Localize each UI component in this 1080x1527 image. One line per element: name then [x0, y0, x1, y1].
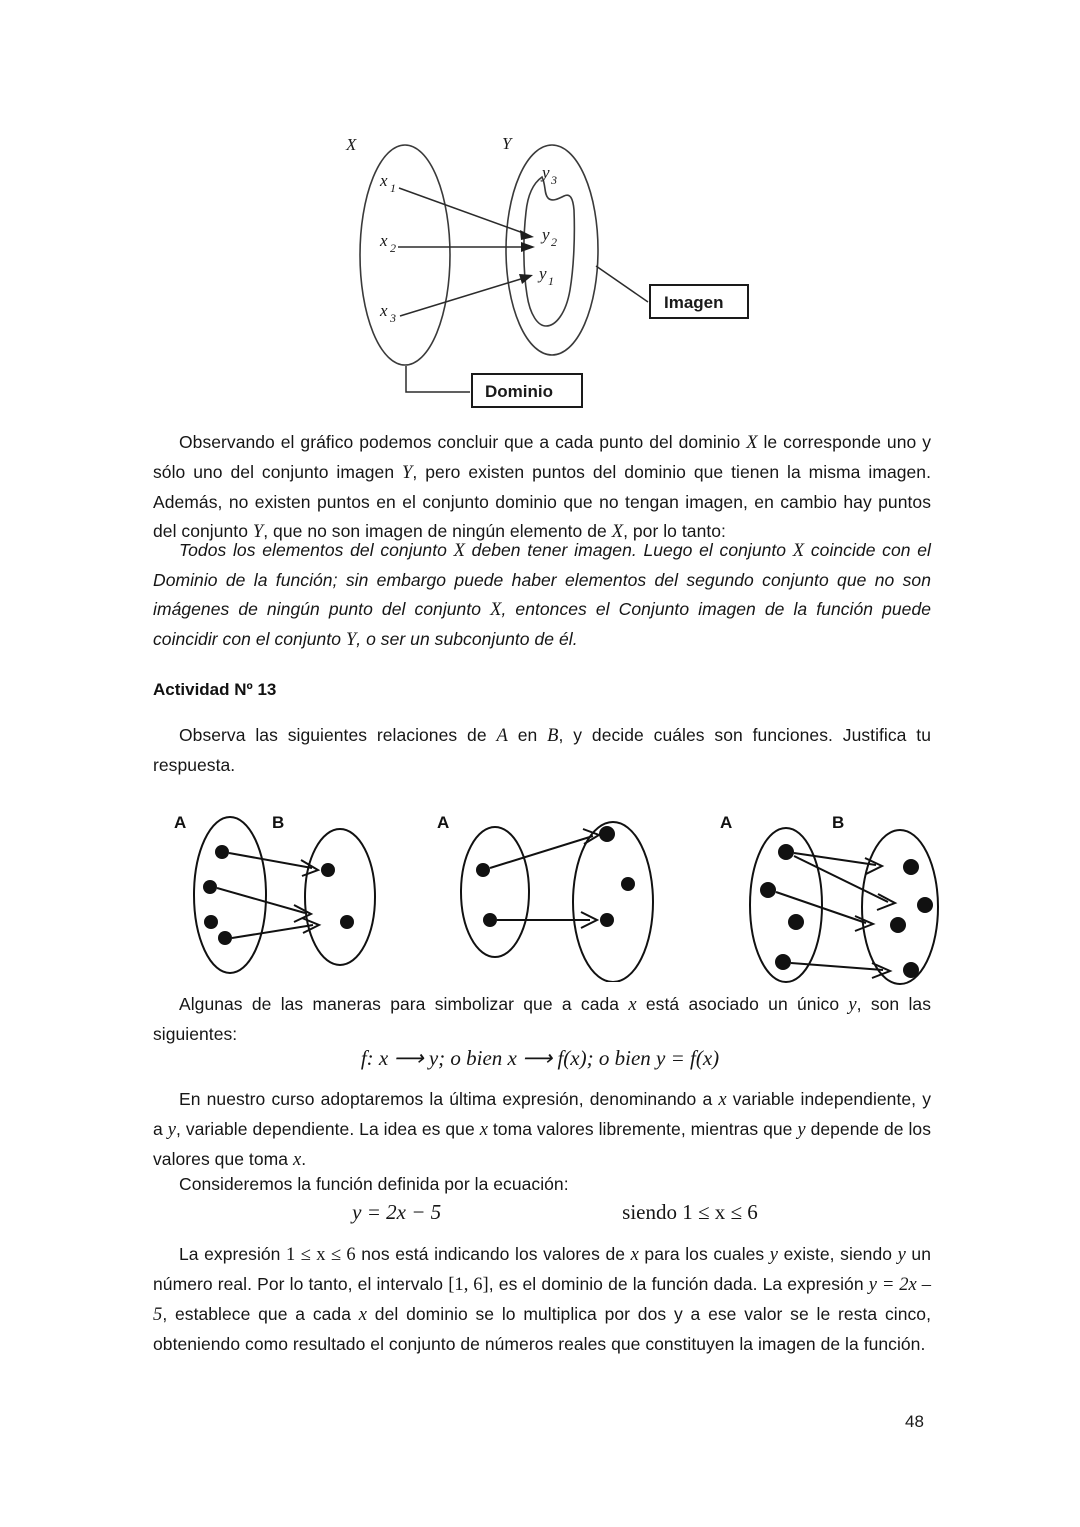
- set-a-ellipse-2: [461, 827, 529, 957]
- p1-var-x1: X: [746, 433, 758, 453]
- dot-b2-1: [340, 915, 354, 929]
- dot-b2-3: [917, 897, 933, 913]
- p3-text-c: , variable dependiente. La idea es que: [175, 1119, 480, 1139]
- paragraph-algunas-maneras: [153, 990, 931, 1049]
- relation-diagram-2: [435, 812, 665, 982]
- set-b-ellipse-2: [573, 822, 653, 982]
- p5-var-x1: x: [630, 1245, 639, 1265]
- paragraph-consideremos: [153, 1170, 931, 1199]
- p1-text-c: , pero existen puntos del dominio que tienen la misma imagen. Además, no existen puntos en el conjunto dominio que no tengan imagen, en cambio hay puntos del conjunto: [153, 462, 931, 541]
- p1-var-x2: X: [611, 522, 624, 542]
- p5-text-d: existe, siendo: [778, 1244, 898, 1264]
- element-x1-label: x: [380, 171, 388, 190]
- pi-var-x3: X: [490, 600, 502, 620]
- page-number: 48: [905, 1412, 924, 1431]
- element-y1-label: y: [539, 264, 547, 283]
- relation-2-label-a: A: [437, 813, 450, 832]
- imagen-callout-label: Imagen: [664, 293, 724, 312]
- dot-a2-2: [483, 913, 497, 927]
- p3-text-b: variable independiente, y a: [153, 1089, 931, 1139]
- arrow-line-3-1: [232, 925, 313, 938]
- set-b-ellipse-1: [305, 829, 375, 965]
- pi-text-a: Todos los elementos del conjunto: [179, 540, 454, 560]
- act-var-a: A: [496, 726, 508, 746]
- p5-interval: [1, 6]: [448, 1275, 489, 1295]
- p1-var-y1: Y: [402, 463, 413, 483]
- pi-text-b: deben tener imagen. Luego el conjunto: [464, 540, 793, 560]
- set-a-ellipse-1: [194, 817, 266, 973]
- paragraph-observando: [153, 428, 931, 547]
- p5-text-a: La expresión: [179, 1244, 287, 1264]
- p3-var-x2: x: [479, 1120, 488, 1140]
- pi-var-x1: X: [453, 541, 465, 561]
- paragraph-nuestro-curso: [153, 1085, 931, 1175]
- p5-text-g: , establece que a cada: [162, 1304, 359, 1324]
- arrowhead-2-1: [294, 905, 311, 922]
- dot-a2-1: [203, 880, 217, 894]
- act-text-a: Observa las siguientes relaciones de: [179, 725, 497, 745]
- activity-prompt: [153, 721, 931, 780]
- element-x2-sub: 2: [390, 241, 396, 255]
- element-y1-sub: 1: [548, 274, 554, 288]
- dot-b2-2: [621, 877, 635, 891]
- arrow-x1-y2: [399, 188, 526, 234]
- arrow-line-1-3: [794, 853, 876, 865]
- element-x3-label: x: [380, 301, 388, 320]
- equation-right: siendo 1 ≤ x ≤ 6: [622, 1200, 758, 1224]
- dot-a1-3: [778, 844, 794, 860]
- pi-text-e: , o ser un subconjunto de él.: [356, 629, 578, 649]
- act-text-c: , y decide cuáles son funciones. Justifica tu respuesta.: [153, 725, 931, 775]
- equation-left: y = 2x − 5: [352, 1200, 442, 1224]
- dot-a2-3: [760, 882, 776, 898]
- p5-var-y2: y: [897, 1245, 906, 1265]
- element-y2-sub: 2: [551, 235, 557, 249]
- arrow-x3-y1: [400, 278, 524, 316]
- dot-a4-3: [775, 954, 791, 970]
- dot-a1-1: [215, 845, 229, 859]
- p1-text-b: le corresponde uno y sólo uno del conjunto imagen: [153, 432, 931, 482]
- dominio-imagen-figure: [330, 130, 780, 420]
- dot-a4-1: [218, 931, 232, 945]
- p3-text-a: En nuestro curso adoptaremos la última expresión, denominando a: [179, 1089, 719, 1109]
- p3-var-x3: x: [292, 1150, 302, 1170]
- relation-diagram-3: [718, 812, 948, 992]
- p1-text-a: Observando el gráfico podemos concluir que a cada punto del dominio: [179, 432, 747, 452]
- p5-var-y1: y: [769, 1245, 779, 1265]
- set-y-label: Y: [502, 134, 512, 153]
- p5-text-c: para los cuales: [638, 1244, 770, 1264]
- p3-text-f: .: [301, 1149, 307, 1169]
- p4-text: Consideremos la función definida por la ecuación:: [179, 1174, 569, 1194]
- relation-3-svg: [718, 812, 948, 992]
- dot-b1-2: [599, 826, 615, 842]
- activity-heading: Actividad Nº 13: [153, 680, 277, 699]
- pi-var-y1: Y: [345, 630, 357, 650]
- imagen-subset-blob: [524, 177, 574, 326]
- set-x-label: X: [346, 135, 357, 154]
- p1-text-e: , por lo tanto:: [623, 521, 726, 541]
- p5-expression: y = 2x – 5: [153, 1275, 931, 1325]
- set-x-ellipse: [360, 145, 450, 365]
- pi-text-d: , entonces el Conjunto imagen de la función puede coincidir con el conjunto: [153, 599, 932, 649]
- arrow-line-2-1: [217, 888, 305, 913]
- relation-1-label-b: B: [272, 813, 285, 832]
- p3-text-d: toma valores libremente, mientras que: [487, 1119, 798, 1139]
- p5-condition-1: 1 ≤ x ≤ 6: [286, 1245, 356, 1265]
- p5-text-h: del dominio se lo multiplica por dos y a ese valor se le resta cinco, obteniendo como resultado el conjunto de números reales que constituyen la imagen de la función.: [153, 1304, 931, 1354]
- element-x3-sub: 3: [390, 311, 396, 325]
- dot-b4-3: [903, 962, 919, 978]
- p1-var-y2: Y: [252, 522, 264, 542]
- arrow-line-4-3: [791, 963, 883, 970]
- element-y3-label: y: [542, 163, 550, 182]
- act-var-b: B: [547, 726, 559, 746]
- paragraph-todos-los-elementos: [153, 536, 931, 655]
- relation-3-label-b: B: [832, 813, 845, 832]
- element-y2-label: y: [542, 225, 550, 244]
- dot-b1-3: [903, 859, 919, 875]
- arrow-line-1-1: [229, 853, 312, 868]
- p5-text-b: nos está indicando los valores de: [355, 1244, 631, 1264]
- relation-1-label-a: A: [174, 813, 187, 832]
- dominio-leader-line: [406, 366, 470, 392]
- equation-y-2x-5-row: [0, 1200, 1080, 1225]
- p2-text-a: Algunas de las maneras para simbolizar que a cada: [179, 994, 629, 1014]
- p3-var-y1: y: [167, 1120, 176, 1140]
- p3-var-y2: y: [797, 1120, 806, 1140]
- p2-var-y: y: [848, 995, 857, 1015]
- pi-text-c: coincide con el Dominio de la función; sin embargo puede haber elementos del segundo conjunto que no son imágenes de ningún punto del conjunto: [153, 540, 931, 619]
- equation-f-notation: f: x ⟶ y; o bien x ⟶ f(x); o bien y = f(x): [360, 1046, 720, 1070]
- dominio-imagen-svg: [330, 130, 780, 420]
- p3-var-x1: x: [718, 1090, 727, 1110]
- dot-a3-3: [788, 914, 804, 930]
- relation-3-label-a: A: [720, 813, 733, 832]
- pi-var-x2: X: [792, 541, 805, 561]
- imagen-leader-line: [596, 266, 648, 302]
- p5-text-e: un número real. Por lo tanto, el intervalo: [153, 1244, 931, 1294]
- dominio-callout-label: Dominio: [485, 382, 553, 401]
- element-x1-sub: 1: [390, 181, 396, 195]
- act-text-b: en: [507, 725, 548, 745]
- dot-b3-2: [600, 913, 614, 927]
- dot-a1-2: [476, 863, 490, 877]
- element-y3-sub: 3: [551, 173, 557, 187]
- arrowhead-x1-y2: [520, 230, 534, 240]
- relation-diagram-1: [172, 812, 402, 982]
- element-x2-label: x: [380, 231, 388, 250]
- p2-var-x: x: [628, 995, 637, 1015]
- p5-var-x2: x: [358, 1305, 368, 1325]
- paragraph-la-expresion: [153, 1240, 931, 1359]
- p1-text-d: , que no son imagen de ningún elemento de: [263, 521, 612, 541]
- dot-b1-1: [321, 863, 335, 877]
- relation-2-svg: [435, 812, 665, 982]
- dot-a3-1: [204, 915, 218, 929]
- arrowhead-x2-y2: [521, 242, 535, 252]
- relation-1-svg: [172, 812, 402, 982]
- p3-text-e: depende de los valores que toma: [153, 1119, 931, 1169]
- p5-text-f: , es el dominio de la función dada. La expresión: [488, 1274, 869, 1294]
- p2-text-b: está asociado un único: [636, 994, 849, 1014]
- dot-b3-3: [890, 917, 906, 933]
- p2-text-c: , son las siguientes:: [153, 994, 932, 1044]
